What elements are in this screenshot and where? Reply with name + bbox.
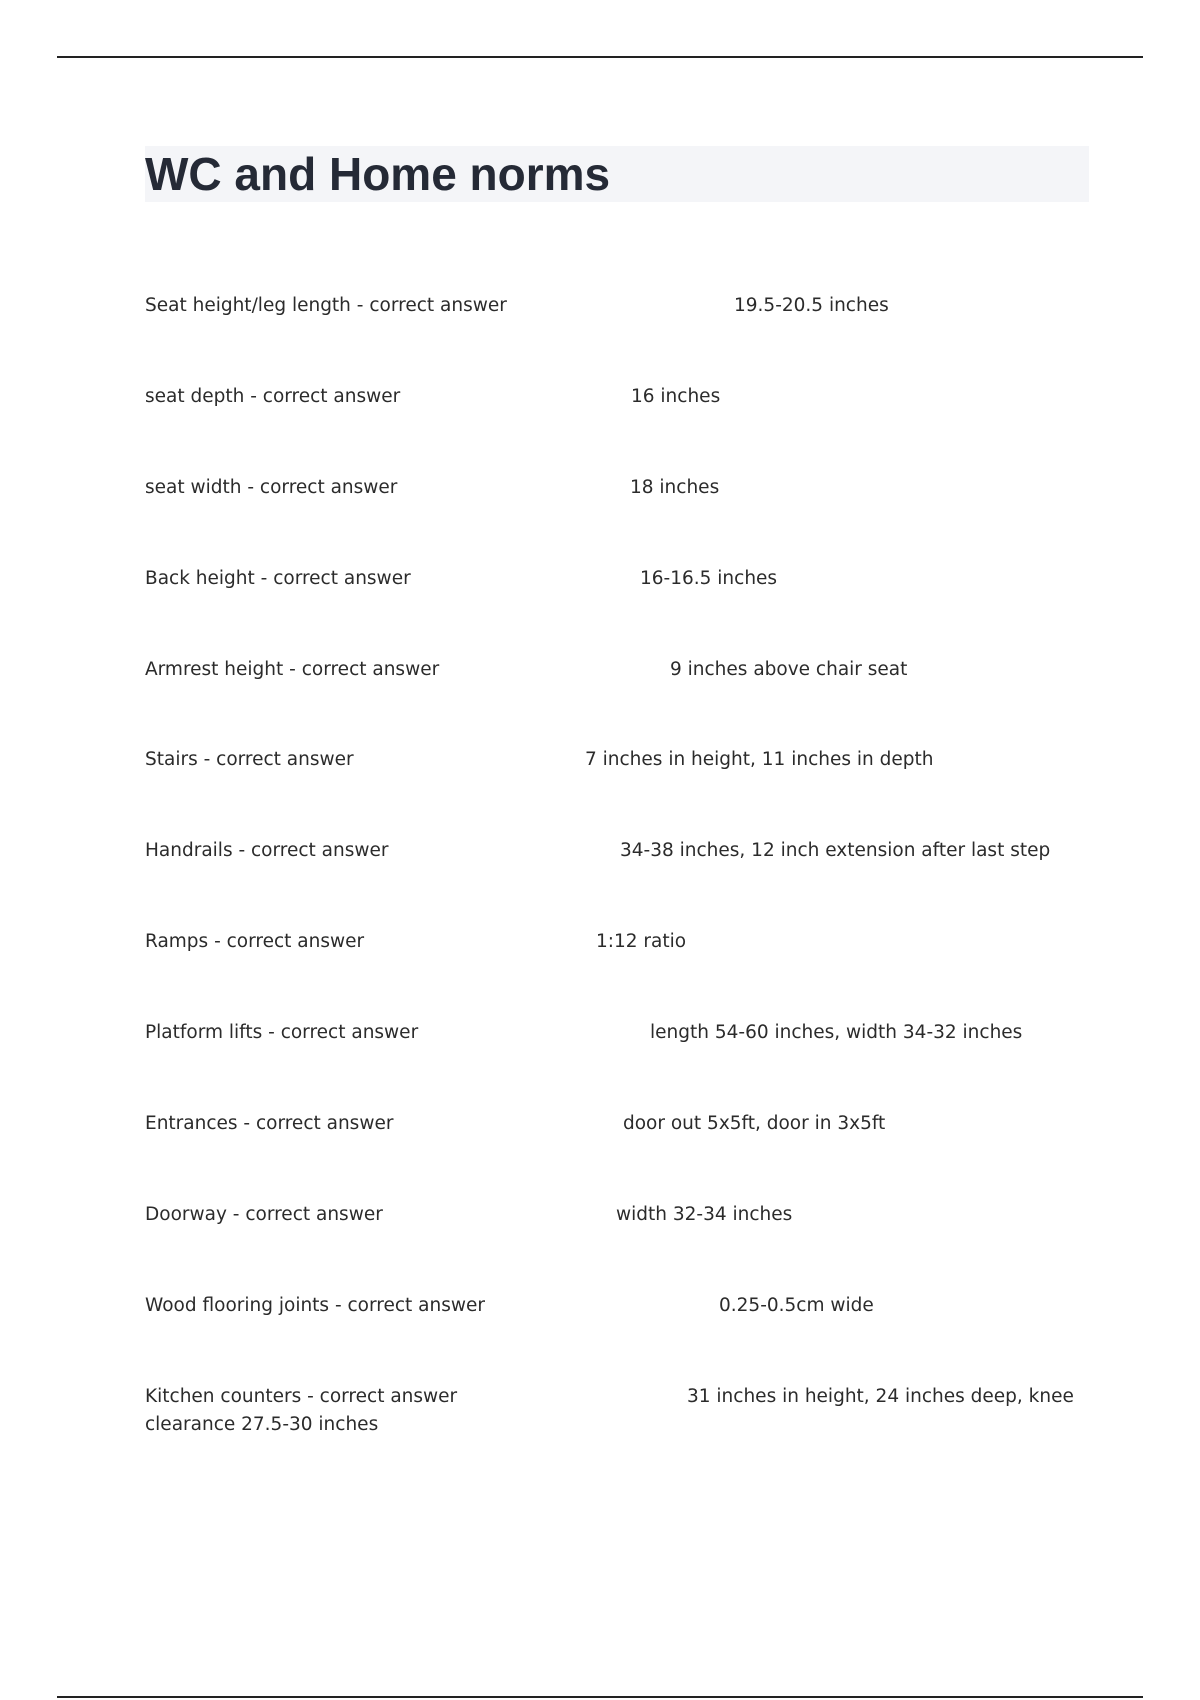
entry-answer: 34-38 inches, 12 inch extension after last step (620, 840, 1051, 861)
entry-term: Seat height/leg length - correct answer (145, 295, 507, 316)
entry-answer: 9 inches above chair seat (670, 659, 908, 680)
top-rule (57, 56, 1143, 58)
entry-term: Platform lifts - correct answer (145, 1022, 419, 1043)
entry-term: Stairs - correct answer (145, 749, 354, 770)
entry-answer: 16 inches (631, 386, 721, 407)
entry-answer: 7 inches in height, 11 inches in depth (585, 749, 934, 770)
entry-term: seat width - correct answer (145, 477, 398, 498)
entry-term: Doorway - correct answer (145, 1204, 383, 1225)
entry-answer: 31 inches in height, 24 inches deep, knee (687, 1386, 1074, 1407)
entry-answer-continuation: clearance 27.5-30 inches (145, 1414, 379, 1435)
entry-term: Entrances - correct answer (145, 1113, 394, 1134)
entry-term: Wood flooring joints - correct answer (145, 1295, 485, 1316)
entry-answer: 1:12 ratio (596, 931, 687, 952)
entry-term: Kitchen counters - correct answer (145, 1386, 458, 1407)
document-title: WC and Home norms (145, 148, 611, 200)
entry-answer: 16-16.5 inches (640, 568, 778, 589)
bottom-rule (57, 1696, 1143, 1698)
entry-answer: 19.5-20.5 inches (734, 295, 889, 316)
entry-term: Armrest height - correct answer (145, 659, 440, 680)
entry-term: Handrails - correct answer (145, 840, 389, 861)
entry-answer: 0.25-0.5cm wide (719, 1295, 874, 1316)
entry-term: Back height - correct answer (145, 568, 411, 589)
entry-answer: 18 inches (630, 477, 720, 498)
entry-answer: length 54-60 inches, width 34-32 inches (650, 1022, 1023, 1043)
entry-answer: door out 5x5ft, door in 3x5ft (623, 1113, 886, 1134)
entry-answer: width 32-34 inches (616, 1204, 793, 1225)
entry-term: Ramps - correct answer (145, 931, 365, 952)
entry-term: seat depth - correct answer (145, 386, 401, 407)
